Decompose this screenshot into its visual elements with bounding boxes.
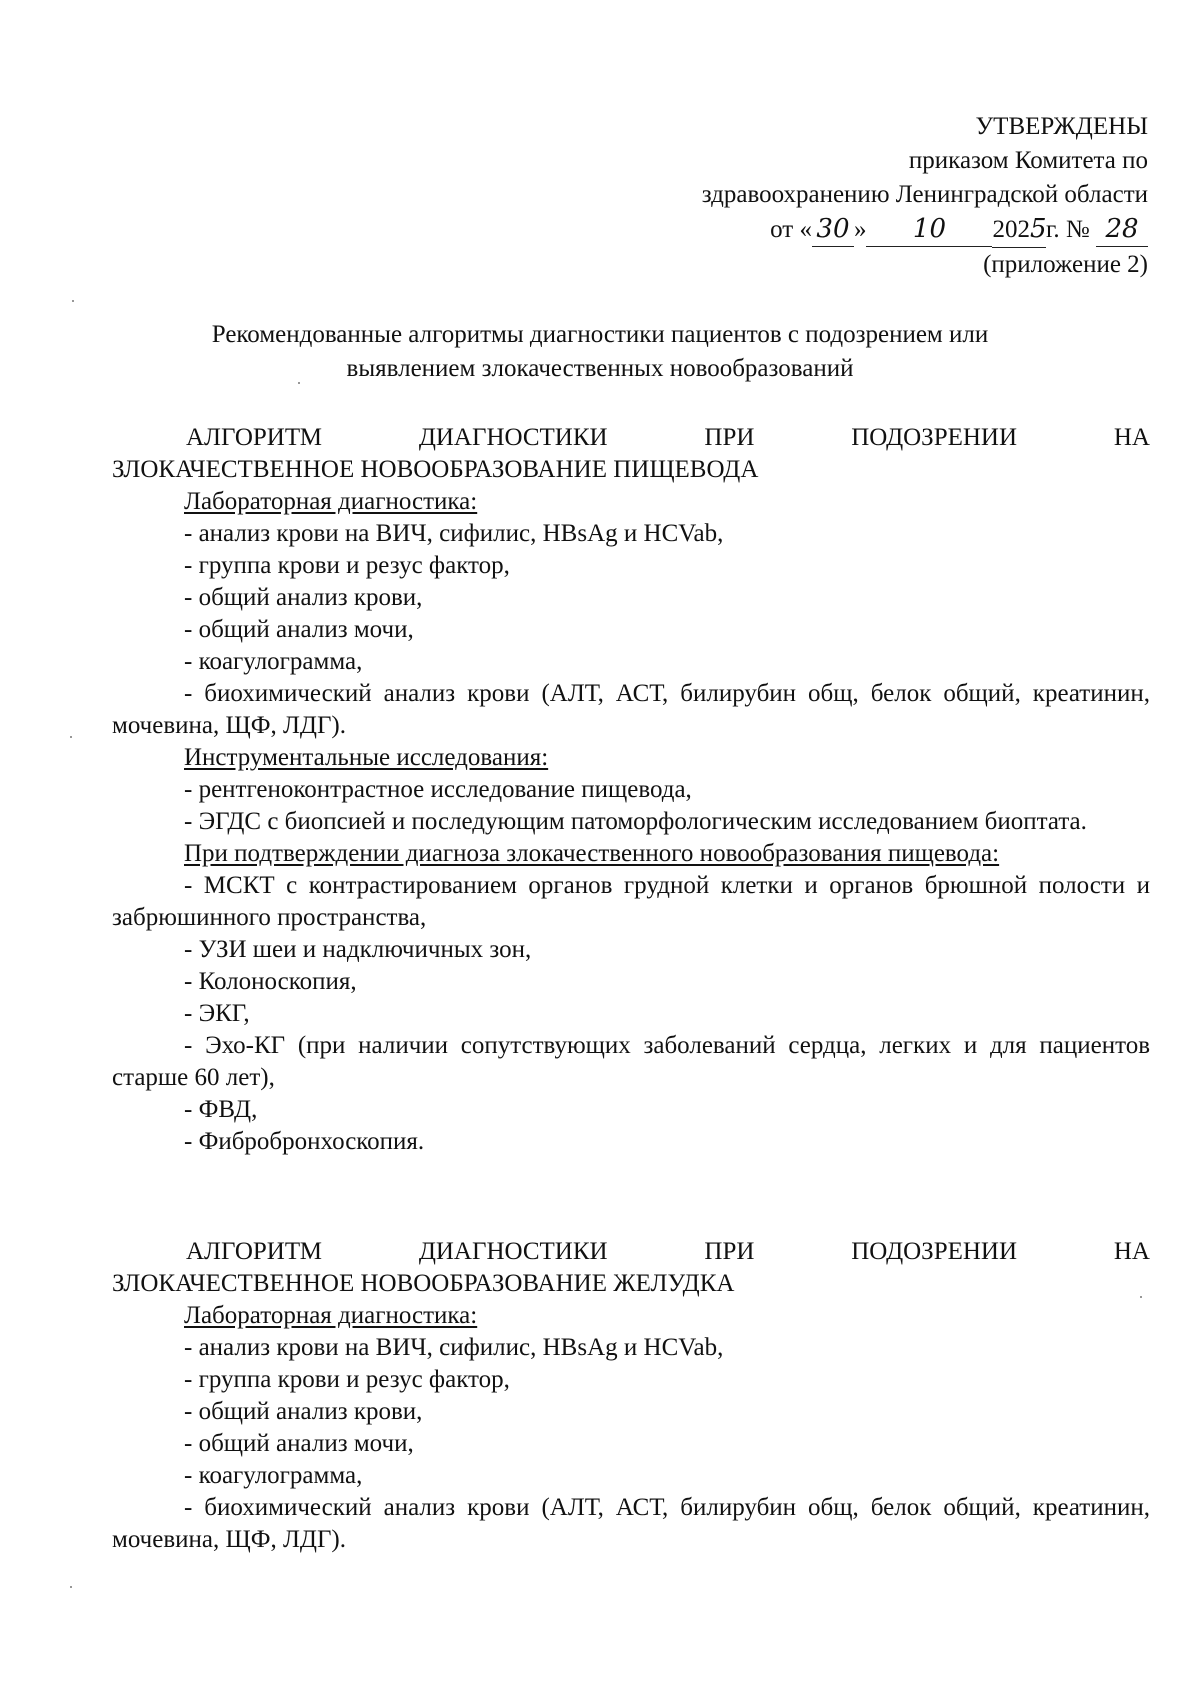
list-item: - общий анализ крови, — [184, 584, 423, 611]
handwritten-year-digit: 5 — [1029, 214, 1047, 244]
list-item: - ЭГДС с биопсией и последующим патоморфологическим исследованием биоптата. — [184, 808, 1087, 835]
scan-speck — [70, 1586, 72, 1588]
scan-speck — [1140, 1296, 1142, 1298]
section-heading — [112, 1236, 1150, 1300]
instrumental-subheading: Инструментальные исследования: — [184, 744, 549, 771]
list-item: - группа крови и резус фактор, — [184, 552, 510, 579]
list-item: - группа крови и резус фактор, — [184, 1366, 510, 1393]
heading-word: АЛГОРИТМ — [186, 1238, 323, 1265]
section-stomach — [112, 1236, 1150, 1556]
section-heading-line-2: ЗЛОКАЧЕСТВЕННОЕ НОВООБРАЗОВАНИЕ ЖЕЛУДКА — [112, 1270, 735, 1297]
section-heading-line-2: ЗЛОКАЧЕСТВЕННОЕ НОВООБРАЗОВАНИЕ ПИЩЕВОДА — [112, 456, 759, 483]
list-item: - МСКТ с контрастированием органов грудной клетки и органов брюшной полости и забрюшинного пространства, — [112, 872, 1150, 931]
section-heading-line-1 — [112, 422, 1150, 454]
approval-line-2: приказом Комитета по — [908, 147, 1148, 174]
heading-word: ПРИ — [704, 1238, 755, 1265]
list-item: - общий анализ мочи, — [184, 616, 414, 643]
list-item: - Эхо-КГ (при наличии сопутствующих заболеваний сердца, легких и для пациентов старше 60 лет), — [112, 1032, 1150, 1091]
approval-stamp — [702, 110, 1148, 282]
heading-word: ДИАГНОСТИКИ — [418, 1238, 608, 1265]
list-item: - общий анализ мочи, — [184, 1430, 414, 1457]
handwritten-day: 30 — [812, 212, 854, 247]
list-item: - биохимический анализ крови (АЛТ, АСТ, билирубин общ, белок общий, креатинин, мочевина, ЩФ, ЛДГ). — [112, 680, 1150, 739]
confirmation-subheading: При подтверждении диагноза злокачественного новообразования пищевода: — [184, 840, 1000, 867]
list-item: - рентгеноконтрастное исследование пищевода, — [184, 776, 692, 803]
section-heading — [112, 422, 1150, 486]
date-prefix: от « — [770, 216, 812, 243]
heading-word: ПОДОЗРЕНИИ — [851, 424, 1018, 451]
approval-date-line — [702, 212, 1148, 248]
list-item: - коагулограмма, — [184, 648, 363, 675]
list-item: - анализ крови на ВИЧ, сифилис, HBsAg и HCVab, — [184, 1334, 724, 1361]
lab-subheading: Лабораторная диагностика: — [184, 1302, 478, 1329]
section-esophagus — [112, 422, 1150, 1158]
list-item: - анализ крови на ВИЧ, сифилис, HBsAg и HCVab, — [184, 520, 724, 547]
heading-word: АЛГОРИТМ — [186, 424, 323, 451]
list-item: - общий анализ крови, — [184, 1398, 423, 1425]
approval-appendix: (приложение 2) — [983, 251, 1148, 278]
list-item: - Фибробронхоскопия. — [184, 1128, 425, 1155]
scan-speck — [298, 382, 300, 384]
section-heading-line-1 — [112, 1236, 1150, 1268]
document-title-line-1: Рекомендованные алгоритмы диагностики пациентов с подозрением или — [211, 321, 989, 348]
heading-word: ДИАГНОСТИКИ — [418, 424, 608, 451]
year-suffix-number-label: г. № — [1045, 216, 1090, 243]
date-quote-close: » — [853, 216, 867, 243]
scan-speck — [70, 736, 72, 738]
document-title — [0, 318, 1200, 386]
heading-word: НА — [1113, 1238, 1150, 1265]
list-item: - УЗИ шеи и надключичных зон, — [184, 936, 532, 963]
list-item: - биохимический анализ крови (АЛТ, АСТ, билирубин общ, белок общий, креатинин, мочевина, ЩФ, ЛДГ). — [112, 1494, 1150, 1553]
heading-word: НА — [1113, 424, 1150, 451]
list-item: - коагулограмма, — [184, 1462, 363, 1489]
lab-subheading: Лабораторная диагностика: — [184, 488, 478, 515]
approval-title: УТВЕРЖДЕНЫ — [975, 113, 1148, 140]
year-field — [992, 212, 1046, 248]
list-item: - ФВД, — [184, 1096, 258, 1123]
year-prefix: 202 — [992, 216, 1030, 243]
list-item: - Колоноскопия, — [184, 968, 357, 995]
heading-word: ПРИ — [704, 424, 755, 451]
document-title-line-2: выявлением злокачественных новообразований — [346, 355, 854, 382]
scan-speck — [72, 300, 74, 302]
handwritten-order-number: 28 — [1096, 212, 1148, 247]
list-item: - ЭКГ, — [184, 1000, 250, 1027]
approval-line-3: здравоохранению Ленинградской области — [701, 181, 1148, 208]
handwritten-month: 10 — [866, 212, 992, 247]
heading-word: ПОДОЗРЕНИИ — [851, 1238, 1018, 1265]
